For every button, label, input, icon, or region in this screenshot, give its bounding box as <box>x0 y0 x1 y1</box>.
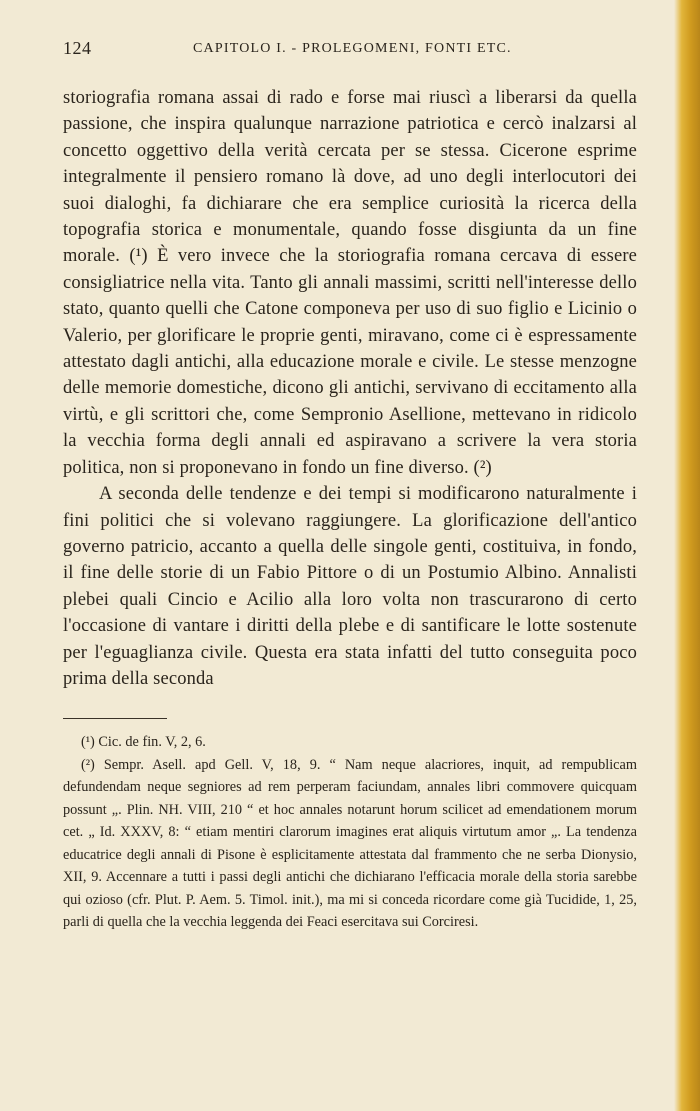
footnote-1: (¹) Cic. de fin. V, 2, 6. <box>81 734 206 751</box>
main-text <box>63 85 637 692</box>
footnotes <box>63 731 637 934</box>
body-paragraph-2: A seconda delle tendenze e dei tempi si modificarono naturalmente i fini politici che si volevano raggiungere. La glorificazione dell'antico governo patricio, accanto a quella delle singole genti, costituiva, in fondo, il fine delle storie di un Fabio Pittore o di un Postumio Albino. Annalisti plebei quali Cincio e Acilio alla loro volta non trascurarono di certo l'occasione di vantare i diritti della plebe e di santificare le lotte sostenute per l'eguaglianza civile. Questa era stata infatti del tutto conseguita poco prima della seconda <box>63 484 637 689</box>
running-head <box>63 38 637 68</box>
book-page <box>63 38 637 934</box>
running-title: CAPITOLO I. - PROLEGOMENI, FONTI ETC. <box>193 41 512 56</box>
body-paragraph-1: storiografia romana assai di rado e forse mai riuscì a liberarsi da quella passione, che inspira qualunque narrazione patriotica e cercò inalzarsi al concetto oggettivo della verità cercata per se stessa. Cicerone esprime integralmente il pensiero romano là dove, ad uno degli interlocutori dei suoi dialoghi, fa dichiarare che era semplice curiosità la ricerca della topografia storica e monumentale, quando fosse disgiunta da un fine morale. (¹) È vero invece che la storiografia romana cercava di essere consigliatrice nella vita. Tanto gli annali massimi, scritti nell'interesse dello stato, quanto quelli che Catone componeva per uso di suo figlio e Licinio o Valerio, per glorificare le proprie genti, miravano, come ci è espressamente attestato dagli antichi, alla educazione morale e civile. Le stesse menzogne delle memorie domestiche, dicono gli antichi, servivano di eccitamento alla virtù, e gli scrittori che, come Sempronio Asellione, mettevano in ridicolo la vecchia forma degli annali ed aspiravano a scrivere la vera storia politica, non si proponevano in fondo un fine diverso. (²) <box>63 88 637 478</box>
page-number: 124 <box>63 38 92 58</box>
page-edge <box>674 0 700 1111</box>
footnote-divider <box>63 718 167 719</box>
footnote-2: (²) Sempr. Asell. apd Gell. V, 18, 9. “ Nam neque alacriores, inquit, ad rempublicam defundendam neque segniores ad rem perperam faciundam, annales libri commovere quicquam possunt „. Plin. NH. VIII, 210 “ et hoc annales notarunt horum scilicet ad emendationem morum cet. „ Id. XXXV, 8: “ etiam mentiri clarorum imagines erat aliquis virtutum amor „. La tendenza educatrice degli annali di Pisone è esplicitamente attestata dal frammento che ne serba Dionysio, XII, 9. Accennare a tutti i passi degli antichi che dichiarano l'efficacia morale della storia sarebbe qui ozioso (cfr. Plut. P. Aem. 5. Timol. init.), ma mi si conceda ricordare come già Tucidide, 1, 25, parli di quella che la vecchia leggenda dei Feaci esercitava sui Corciresi. <box>63 756 637 931</box>
